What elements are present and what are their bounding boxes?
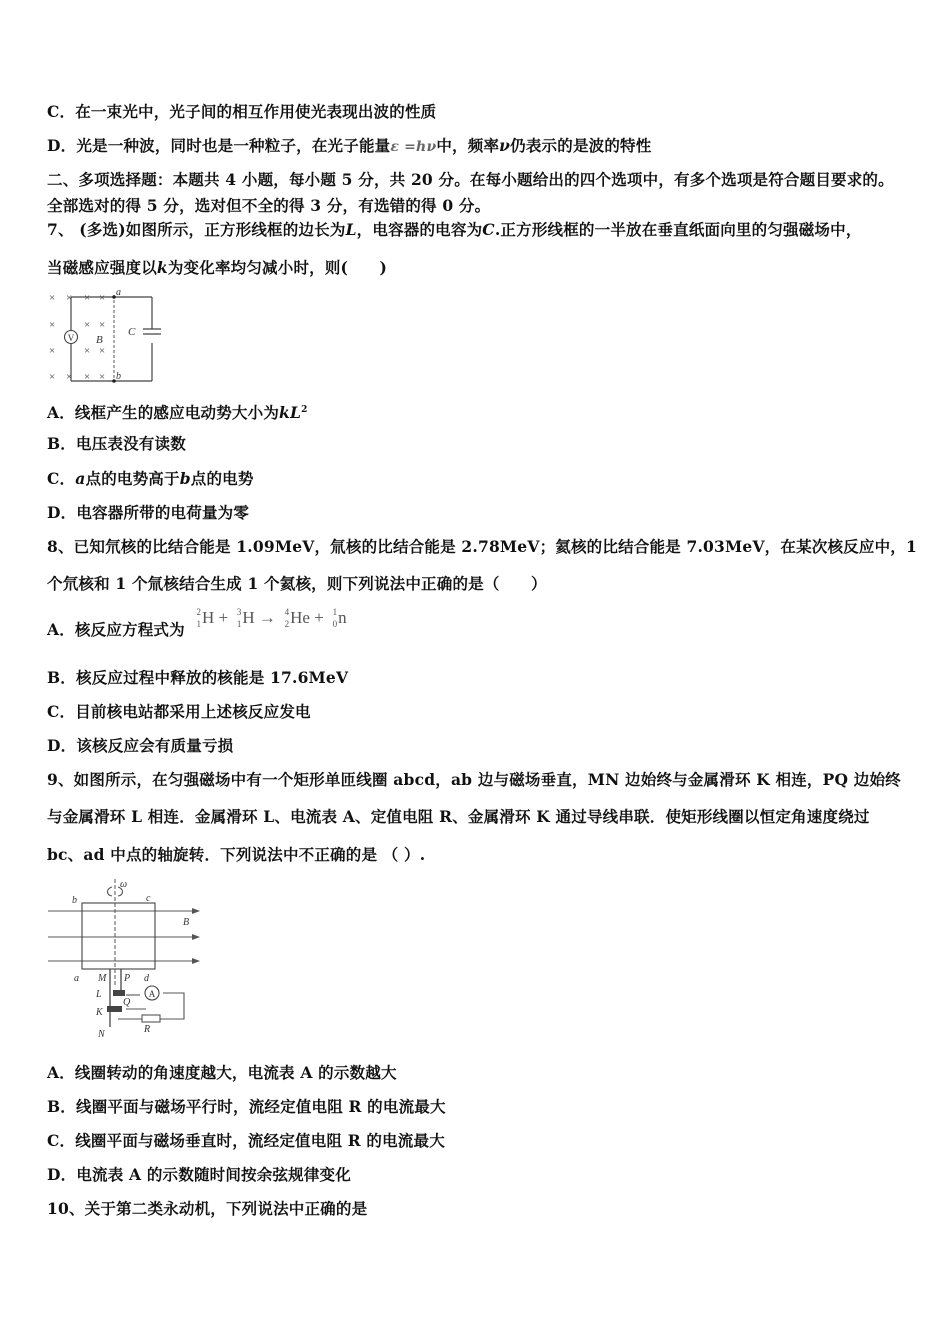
rate-symbol: k [156,258,168,277]
q7-option-c-label: C． [47,469,76,488]
q6-option-d-mid: 中，频率 [436,136,500,155]
point-a-symbol: a [75,469,86,488]
q8-option-a-text: A．核反应方程式为 [47,620,185,639]
q7-option-a-text: A．线框产生的感应电动势大小为 [47,403,280,423]
side-length-symbol: L [345,220,357,239]
slip-ring-l [113,990,125,996]
q7-stem-text: 7、 (多选)如图所示，正方形线框的边长为 [47,220,346,239]
omega-label: ω [120,879,128,890]
field-cross-mark: × [84,345,91,357]
q10-stem: 10、关于第二类永动机，下列说法中正确的是 [47,1199,368,1218]
point-b-symbol: b [179,469,191,488]
plus-sign: + [218,608,229,627]
point-p-label: P [124,973,131,984]
field-cross-mark: × [66,371,73,383]
helium-symbol: He [290,608,310,627]
section2-instruction-line2: 全部选对的得 5 分，选对但不全的得 3 分，有选错的得 0 分。 [47,196,491,215]
q7-stem-line1 [47,220,862,240]
field-cross-mark: × [66,292,73,304]
q7-option-b: B．电压表没有读数 [47,434,186,453]
field-cross-mark: × [84,371,91,383]
ring-l-label: L [96,989,102,1000]
deuteron-charge-number: 1 [196,619,201,630]
q6-option-d-end: 仍表示的是波的特性 [510,136,652,155]
q9-stem-line2: 与金属滑环 L 相连．金属滑环 L、电流表 A、定值电阻 R、金属滑环 K 通过导线串联．使矩形线圈以恒定角速度绕过 [47,807,870,826]
corner-a-label: a [74,973,79,984]
field-b-label: B [96,334,103,346]
q8-option-d: D．该核反应会有质量亏损 [47,736,234,755]
helium-charge-number: 2 [284,619,290,630]
q8-option-a [47,620,185,640]
triton-symbol: H [242,608,255,627]
ring-k-label: K [96,1007,103,1018]
q6-option-d [47,136,651,157]
plus-sign: + [314,608,324,627]
point-a-label: a [116,287,121,298]
q7-stem-line2 [47,258,387,278]
neutron-charge-number: 0 [332,619,338,630]
point-q-label: Q [123,997,131,1008]
q7-stem-text: ，电容器的电容为 [356,220,483,239]
field-b-label: B [183,917,190,928]
capacitor-label: C [128,326,136,338]
q8-option-c: C．目前核电站都采用上述核反应发电 [47,702,311,721]
triton-charge-number: 1 [236,619,242,630]
q7-option-d: D．电容器所带的电荷量为零 [47,503,250,522]
resistor-label: R [144,1024,151,1035]
emf-expression: kL [279,403,302,423]
q8-stem-line2: 个氘核和 1 个氚核结合生成 1 个氦核，则下列说法中正确的是（ ） [47,574,547,593]
q7-option-a [47,400,308,423]
deuteron-mass-number: 2 [196,607,201,618]
q9-stem-line3: bc、ad 中点的轴旋转．下列说法中不正确的是 （ ）. [47,845,426,864]
point-m-label: M [98,973,107,984]
field-cross-mark: × [84,319,91,331]
slip-ring-k [107,1006,122,1012]
q7-stem-text: 为变化率均匀减小时，则( ) [167,258,388,277]
field-cross-mark: × [99,319,106,331]
q9-option-b: B．线圈平面与磁场平行时，流经定值电阻 R 的电流最大 [47,1097,446,1116]
q6-option-d-text: D．光是一种波，同时也是一种粒子，在光子能量 [47,136,391,155]
corner-d-label: d [144,973,149,984]
deuteron-symbol: H [202,608,215,627]
q9-option-c: C．线圈平面与磁场垂直时，流经定值电阻 R 的电流最大 [47,1131,445,1150]
q7-stem-text: 当磁感应强度以 [47,258,157,277]
q7-stem-text: .正方形线框的一半放在垂直纸面向里的匀强磁场中， [494,220,862,239]
point-n-label: N [98,1029,105,1040]
q9-option-d: D．电流表 A 的示数随时间按余弦规律变化 [47,1165,351,1184]
corner-c-label: c [146,893,151,904]
photon-energy-formula: ε =hν [390,139,437,155]
q7-circuit-figure [44,287,174,387]
emf-exponent: 2 [301,405,308,415]
field-cross-mark: × [99,371,106,383]
field-cross-mark: × [84,292,91,304]
field-cross-mark: × [49,292,56,304]
q6-option-c: C．在一束光中，光子间的相互作用使光表现出波的性质 [47,102,437,121]
field-cross-mark: × [49,319,56,331]
q9-option-a: A．线圈转动的角速度越大，电流表 A 的示数越大 [47,1063,397,1082]
q7-option-c-text: 点的电势高于 [85,469,180,488]
helium-mass-number: 4 [284,607,290,618]
frequency-symbol: ν [499,136,511,155]
q8-option-b: B．核反应过程中释放的核能是 17.6MeV [47,668,349,687]
neutron-symbol: n [338,608,347,627]
q9-stem-line1: 9、如图所示，在匀强磁场中有一个矩形单匝线圈 abcd，ab 边与磁场垂直，MN 边始终与金属滑环 K 相连，PQ 边始终 [47,770,901,789]
q9-generator-figure [44,877,204,1042]
q8-stem-line1: 8、已知氘核的比结合能是 1.09MeV，氚核的比结合能是 2.78MeV；氦核的比结合能是 7.03MeV，在某次核反应中，1 [47,537,917,556]
reaction-arrow-icon: → [258,608,276,627]
ammeter-label: A [148,989,156,999]
field-cross-mark: × [99,292,106,304]
capacitance-symbol: C [482,220,495,239]
corner-b-label: b [72,895,77,906]
q7-option-c [47,469,254,489]
field-cross-mark: × [49,345,56,357]
field-cross-mark: × [99,345,106,357]
nuclear-reaction-equation [192,608,347,629]
triton-mass-number: 3 [236,607,242,618]
field-cross-mark: × [49,371,56,383]
section2-instruction-line1: 二、多项选择题：本题共 4 小题，每小题 5 分，共 20 分。在每小题给出的四个选项中，有多个选项是符合题目要求的。 [47,170,894,189]
voltmeter-label: V [67,333,75,343]
q7-option-c-text: 点的电势 [190,469,254,488]
neutron-mass-number: 1 [332,607,338,618]
point-b-label: b [116,371,121,382]
